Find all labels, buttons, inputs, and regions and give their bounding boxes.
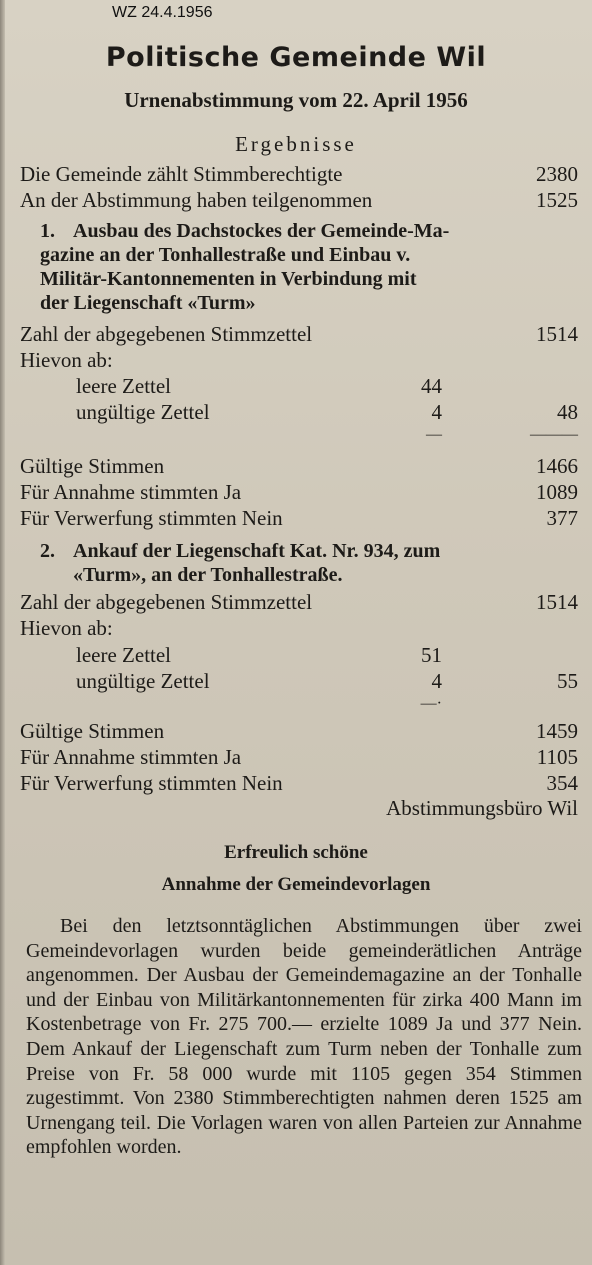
deduct-row — [20, 615, 578, 641]
yes-votes-label: Für Annahme stimmten Ja — [20, 745, 242, 769]
deduct-label: Hievon ab: — [20, 616, 113, 640]
valid-votes-value: 1466 — [536, 454, 578, 478]
yes-votes-label: Für Annahme stimmten Ja — [20, 480, 242, 504]
clipping-edge-shadow — [0, 0, 5, 1265]
vote-number: 1. — [40, 220, 55, 242]
ballots-value: 1514 — [536, 322, 578, 346]
summary-row — [20, 187, 578, 213]
vote-title-line: Militär-Kantonnementen in Verbindung mit — [40, 268, 417, 290]
valid-votes-row — [20, 453, 578, 479]
empty-ballots-value: 51 — [421, 643, 442, 667]
article-title-1: Erfreulich schöne — [224, 842, 368, 863]
vote-1-title — [40, 219, 580, 315]
summary-label: An der Abstimmung haben teilgenommen — [20, 188, 373, 212]
empty-ballots-row — [20, 373, 578, 399]
empty-ballots-label: leere Zettel — [76, 643, 172, 667]
vote-number: 2. — [40, 540, 55, 562]
subtotal-rule: — — [426, 426, 442, 443]
vote-title-line: Ankauf der Liegenschaft Kat. Nr. 934, zum — [73, 540, 441, 562]
deduct-row — [20, 347, 578, 373]
subtotal-rule: —· — [420, 695, 442, 712]
valid-votes-value: 1459 — [536, 719, 578, 743]
ballots-value: 1514 — [536, 590, 578, 614]
summary-label: Die Gemeinde zählt Stimmberechtigte — [20, 162, 343, 186]
date-stamp: WZ 24.4.1956 — [112, 4, 213, 21]
no-votes-value: 377 — [546, 506, 578, 530]
yes-votes-value: 1089 — [536, 480, 578, 504]
ballots-label: Zahl der abgegebenen Stimmzettel — [20, 590, 313, 614]
section-heading: Ergebnisse — [235, 132, 357, 156]
invalid-ballots-label: ungültige Zettel — [76, 400, 210, 424]
notice-title: Politische Gemeinde Wil — [105, 42, 487, 73]
invalid-ballots-row — [20, 668, 578, 694]
yes-votes-row — [20, 479, 578, 505]
empty-ballots-row — [20, 642, 578, 668]
signature: Abstimmungsbüro Wil — [386, 796, 578, 820]
yes-votes-row — [20, 744, 578, 770]
invalid-ballots-value: 4 — [431, 400, 442, 424]
vote-title-line: «Turm», an der Tonhallestraße. — [73, 564, 343, 586]
no-votes-row — [20, 770, 578, 796]
valid-votes-row — [20, 718, 578, 744]
summary-value: 2380 — [536, 162, 578, 186]
deduct-label: Hievon ab: — [20, 348, 113, 372]
no-votes-label: Für Verwerfung stimmten Nein — [20, 506, 283, 530]
vote-title-line: der Liegenschaft «Turm» — [40, 292, 256, 314]
rule-row — [20, 425, 578, 445]
rule-row — [20, 694, 578, 714]
valid-votes-label: Gültige Stimmen — [20, 454, 165, 478]
article-title-2: Annahme der Gemeindevorlagen — [161, 874, 431, 895]
no-votes-row — [20, 505, 578, 531]
ballots-row — [20, 589, 578, 615]
invalid-ballots-row — [20, 399, 578, 425]
notice-subtitle: Urnenabstimmung vom 22. April 1956 — [124, 88, 468, 112]
summary-value: 1525 — [536, 188, 578, 212]
no-votes-value: 354 — [546, 771, 578, 795]
ballots-row — [20, 321, 578, 347]
yes-votes-value: 1105 — [536, 745, 578, 769]
empty-ballots-value: 44 — [421, 374, 442, 398]
deduct-total-value: 55 — [557, 669, 578, 693]
valid-votes-label: Gültige Stimmen — [20, 719, 165, 743]
empty-ballots-label: leere Zettel — [76, 374, 172, 398]
vote-2-title — [40, 539, 580, 587]
no-votes-label: Für Verwerfung stimmten Nein — [20, 771, 283, 795]
article-paragraph: Bei den letztsonntäglichen Abstimmungen über zwei Gemeindevorlagen wurden beide gemeinderätlichen Anträge angenommen. Der Ausbau der Gemeindemagazine an der Tonhalle und der Einbau von Militärkantonnementen für zirka 400 Mann im Kostenbetrage von Fr. 275 700.— erzielte 1089 Ja und 377 Nein. Dem Ankauf der Liegenschaft zum Turm neben der Tonhalle zum Preise von Fr. 58 000 wurde mit 1105 gegen 354 Stimmen zugestimmt. Von 2380 Stimmberechtigten nahmen deren 1525 am Urnengang teil. Die Vorlagen waren von allen Parteien zur Annahme empfohlen worden. — [26, 915, 582, 1159]
invalid-ballots-value: 4 — [431, 669, 442, 693]
summary-row — [20, 161, 578, 187]
vote-title-line: Ausbau des Dachstockes der Gemeinde-Ma- — [73, 220, 450, 242]
deduct-total-value: 48 — [557, 400, 578, 424]
invalid-ballots-label: ungültige Zettel — [76, 669, 210, 693]
vote-title-line: gazine an der Tonhallestraße und Einbau v. — [40, 244, 411, 266]
total-rule: ——— — [530, 426, 578, 443]
ballots-label: Zahl der abgegebenen Stimmzettel — [20, 322, 313, 346]
